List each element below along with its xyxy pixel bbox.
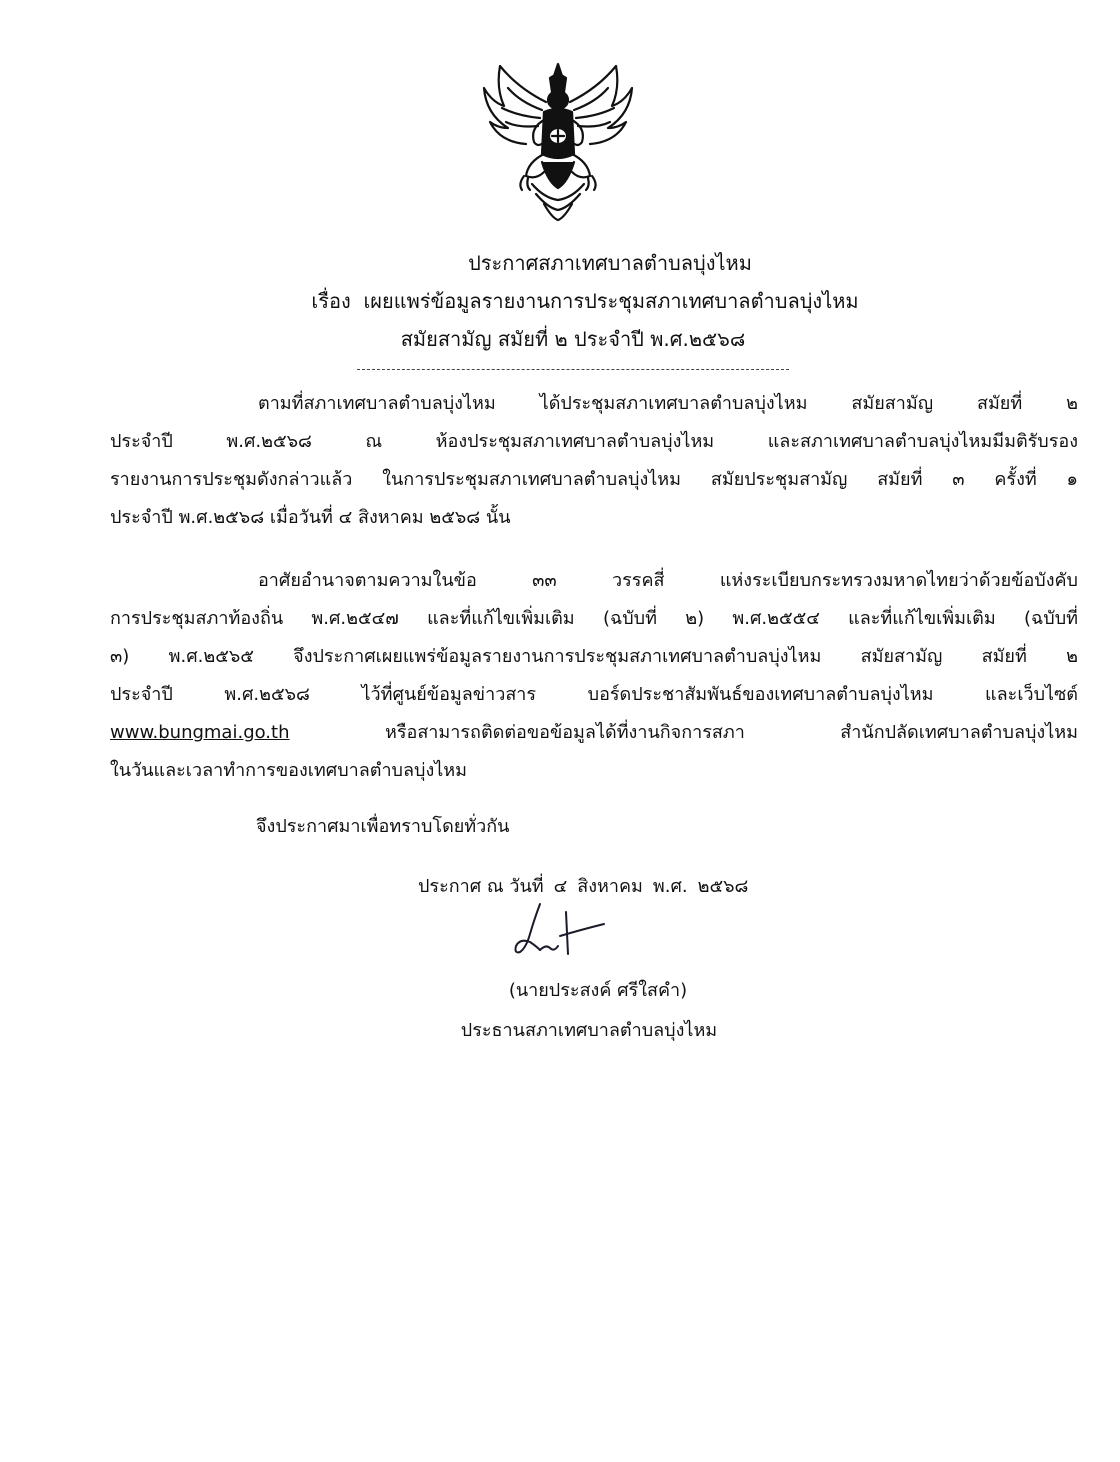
- date-prefix: ประกาศ ณ วันที่: [418, 876, 544, 897]
- date-year: ๒๕๖๘: [697, 876, 749, 897]
- paragraph-line: [110, 714, 1078, 752]
- paragraph-line: ในวันและเวลาทำการของเทศบาลตำบลบุ่งไหม: [110, 760, 468, 781]
- paragraph-line: การประชุมสภาท้องถิ่น พ.ศ.๒๕๔๗ และที่แก้ไขเพิ่มเติม (ฉบับที่ ๒) พ.ศ.๒๕๕๔ และที่แก้ไขเพิ่มเติม (ฉบับที่: [110, 608, 1078, 629]
- signer-position: ประธานสภาเทศบาลตำบลบุ่งไหม: [460, 1020, 718, 1041]
- paragraph-line: ๓) พ.ศ.๒๕๖๕ จึงประกาศเผยแพร่ข้อมูลรายงานการประชุมสภาเทศบาลตำบลบุ่งไหม สมัยสามัญ สมัยที่ ๒: [110, 646, 1078, 667]
- closing-statement: จึงประกาศมาเพื่อทราบโดยทั่วกัน: [256, 816, 510, 837]
- garuda-emblem-icon: [478, 58, 638, 226]
- paragraph-2: [110, 562, 1078, 790]
- paragraph-line: อาศัยอำนาจตามความในข้อ ๓๓ วรรคสี่ แห่งระเบียบกระทรวงมหาดไทยว่าด้วยข้อบังคับ: [258, 570, 1078, 591]
- paragraph-line: ประจำปี พ.ศ.๒๕๖๘ ไว้ที่ศูนย์ข้อมูลข่าวสาร บอร์ดประชาสัมพันธ์ของเทศบาลตำบลบุ่งไหม และเว็บไซต์: [110, 684, 1078, 705]
- date-day: ๔: [553, 876, 568, 897]
- paragraph-line: ประจำปี พ.ศ.๒๕๖๘ ณ ห้องประชุมสภาเทศบาลตำบลบุ่งไหม และสภาเทศบาลตำบลบุ่งไหมมีมติรับรอง: [110, 431, 1078, 452]
- handwritten-signature: [500, 896, 610, 962]
- paragraph-line: ประจำปี พ.ศ.๒๕๖๘ เมื่อวันที่ ๔ สิงหาคม ๒๕๖๘ นั้น: [110, 507, 511, 528]
- subject-text: เผยแพร่ข้อมูลรายงานการประชุมสภาเทศบาลตำบลบุ่งไหม: [363, 289, 859, 313]
- signer-name: (นายประสงค์ ศรีใสคำ): [508, 980, 688, 1001]
- contact-text: หรือสามารถติดต่อขอข้อมูลได้ที่งานกิจการสภา สำนักปลัดเทศบาลตำบลบุ่งไหม: [384, 722, 1078, 743]
- paragraph-1: [110, 385, 1078, 537]
- subject-label: เรื่อง: [311, 289, 351, 313]
- subject-line: [0, 282, 1120, 320]
- title-divider: [357, 369, 789, 370]
- website-link[interactable]: www.bungmai.go.th: [110, 722, 290, 743]
- session-line: สมัยสามัญ สมัยที่ ๒ ประจำปี พ.ศ.๒๕๖๘: [400, 327, 746, 351]
- title-block: [0, 244, 1120, 358]
- paragraph-line: รายงานการประชุมดังกล่าวแล้ว ในการประชุมสภาเทศบาลตำบลบุ่งไหม สมัยประชุมสามัญ สมัยที่ ๓ ครั้งที่ ๑: [110, 469, 1078, 490]
- announcement-title: ประกาศสภาเทศบาลตำบลบุ่งไหม: [468, 251, 752, 275]
- date-month: สิงหาคม: [577, 876, 643, 897]
- date-era: พ.ศ.: [652, 876, 688, 897]
- paragraph-line: ตามที่สภาเทศบาลตำบลบุ่งไหม ได้ประชุมสภาเทศบาลตำบลบุ่งไหม สมัยสามัญ สมัยที่ ๒: [258, 393, 1078, 414]
